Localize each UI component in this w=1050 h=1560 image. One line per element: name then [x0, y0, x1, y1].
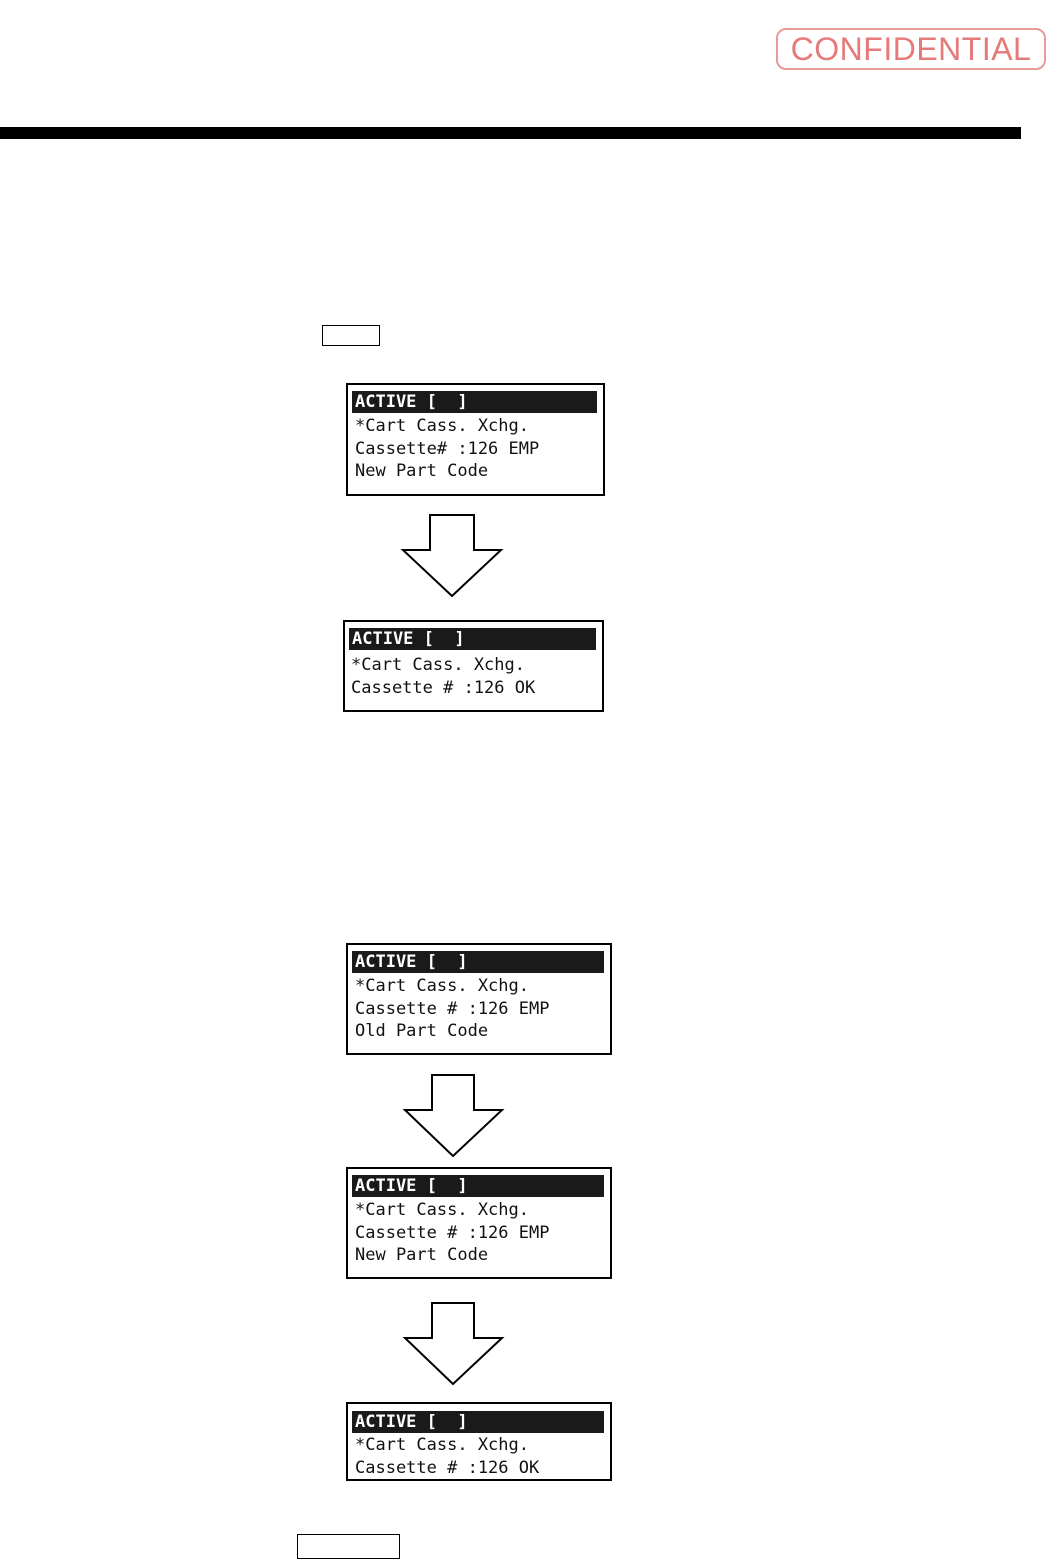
- lcd-line-1: *Cart Cass. Xchg.: [355, 1200, 529, 1220]
- lcd-screen-4: [346, 1167, 612, 1279]
- lcd-line-3: Old Part Code: [355, 1021, 489, 1041]
- down-arrow-icon: [402, 1302, 506, 1386]
- lcd-header: ACTIVE [ ]: [352, 951, 604, 973]
- lcd-screen-2: [343, 620, 604, 712]
- lcd-screen-3: [346, 943, 612, 1055]
- key-box-2: [297, 1534, 400, 1559]
- lcd-line-2: Cassette # :126 OK: [355, 1458, 540, 1478]
- confidential-stamp: CONFIDENTIAL: [776, 28, 1046, 70]
- lcd-line-1: *Cart Cass. Xchg.: [355, 1435, 529, 1455]
- down-arrow-icon: [402, 1074, 506, 1158]
- lcd-header: ACTIVE [ ]: [349, 628, 596, 650]
- key-box-1: [322, 325, 380, 346]
- lcd-line-3: New Part Code: [355, 461, 489, 481]
- lcd-line-2: Cassette # :126 EMP: [355, 999, 550, 1019]
- lcd-header: ACTIVE [ ]: [352, 391, 597, 413]
- lcd-screen-1: [346, 383, 605, 496]
- lcd-header: ACTIVE [ ]: [352, 1175, 604, 1197]
- lcd-line-1: *Cart Cass. Xchg.: [355, 416, 529, 436]
- lcd-line-3: New Part Code: [355, 1245, 489, 1265]
- lcd-line-1: *Cart Cass. Xchg.: [355, 976, 529, 996]
- header-rule: [0, 127, 1021, 139]
- lcd-screen-5: [346, 1402, 612, 1481]
- lcd-line-2: Cassette# :126 EMP: [355, 439, 540, 459]
- lcd-line-1: *Cart Cass. Xchg.: [351, 655, 525, 675]
- lcd-line-2: Cassette # :126 OK: [351, 678, 536, 698]
- down-arrow-icon: [400, 514, 504, 598]
- lcd-line-2: Cassette # :126 EMP: [355, 1223, 550, 1243]
- lcd-header: ACTIVE [ ]: [352, 1411, 604, 1433]
